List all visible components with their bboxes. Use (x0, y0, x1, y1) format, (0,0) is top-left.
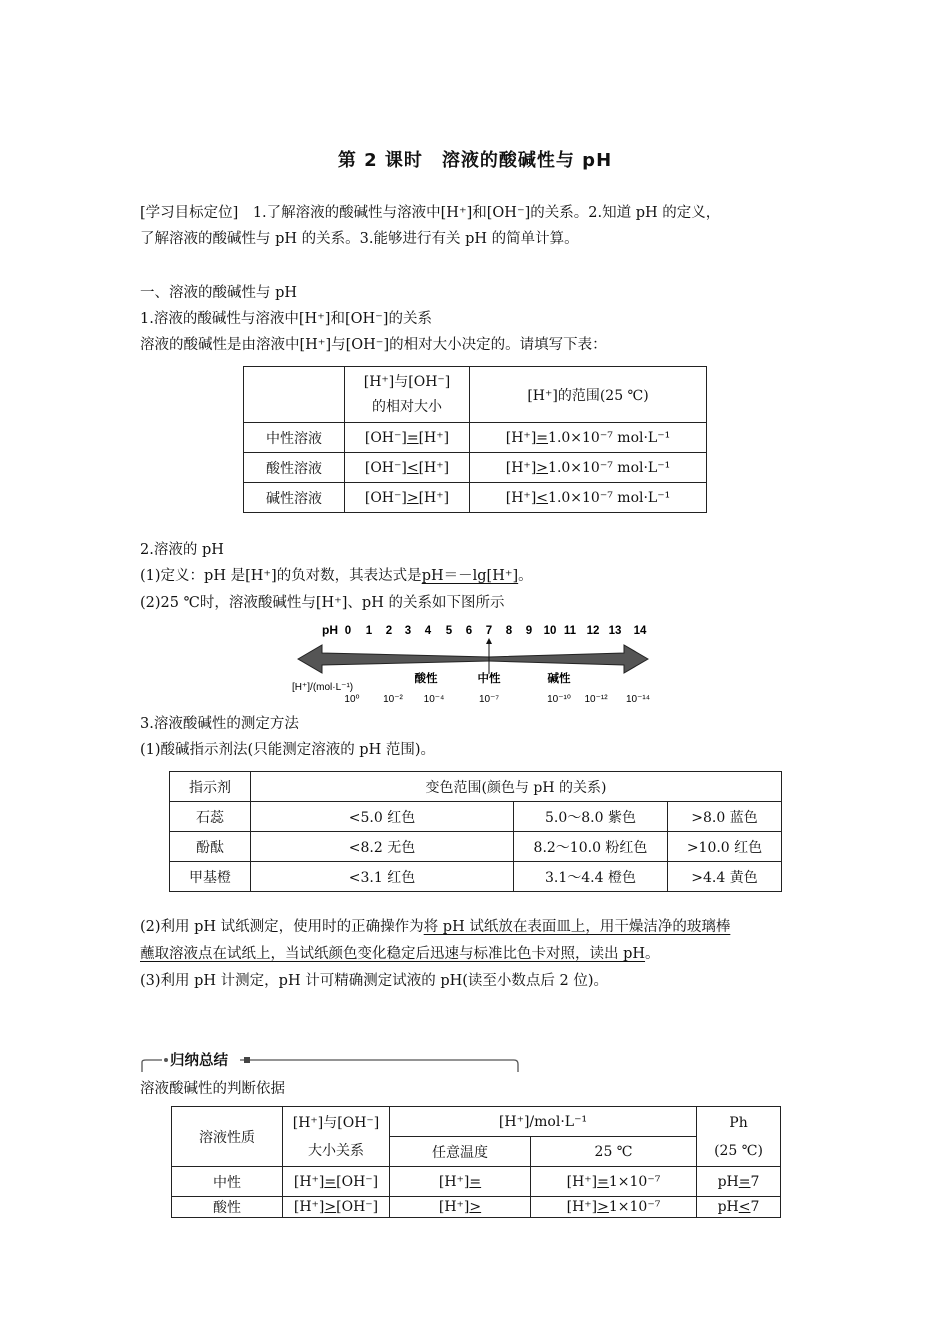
table-row (170, 772, 782, 802)
base-label: 碱性 (547, 673, 571, 685)
summary-badge: 归纳总结 (170, 1053, 228, 1069)
neutral-marker-arrowhead (486, 638, 492, 644)
summary-intro: 溶液酸碱性的判断依据 (140, 1081, 285, 1097)
method-3-text: (3)利用 pH 计测定，pH 计可精确测定试液的 pH(读至小数点后 2 位)。 (140, 973, 609, 989)
h-tick-label: 10⁻¹⁴ (625, 694, 651, 705)
table1-row-range: [H⁺]=1.0×10⁻⁷ mol·L⁻¹ (470, 423, 707, 453)
section-3-heading: 3.溶液酸碱性的测定方法 (140, 716, 299, 732)
ph-tick-label: 10 (543, 625, 557, 637)
table3-row-any-temp: [H⁺]= (390, 1167, 531, 1197)
learning-goals-line-1: [学习目标定位] 1.了解溶液的酸碱性与溶液中[H⁺]和[OH⁻]的关系。2.知道 pH 的定义， (140, 205, 721, 221)
acidity-relation-table (243, 366, 707, 513)
ph-tick-label: 14 (633, 625, 647, 637)
table2-row-name: 酚酞 (170, 832, 251, 862)
table1-header-range: [H⁺]的范围(25 ℃) (470, 367, 707, 423)
table1-row-name: 中性溶液 (244, 423, 345, 453)
table1-header-relation (345, 367, 470, 423)
method-2-answer-part-2: 蘸取溶液点在试纸上，当试纸颜色变化稳定后迅速与标准比色卡对照，读出 pH (140, 946, 646, 962)
table3-header-relation: [H⁺]与[OH⁻] 大小关系 (283, 1107, 390, 1167)
h-axis-label: [H⁺]/(mol·L⁻¹) (292, 682, 354, 693)
table3-header-any-temp: 任意温度 (390, 1137, 531, 1167)
ph-tick-label: 6 (465, 625, 473, 637)
table3-row-25c: [H⁺]=1×10⁻⁷ (531, 1167, 697, 1197)
ph-tick-label: 3 (404, 625, 412, 637)
table-row (170, 832, 782, 862)
table-row (244, 423, 707, 453)
ph-relation-text: (2)25 ℃时，溶液酸碱性与[H⁺]、pH 的关系如下图所示 (140, 595, 505, 611)
table3-row-25c: [H⁺]>1×10⁻⁷ (531, 1197, 697, 1218)
table1-row-range: [H⁺]<1.0×10⁻⁷ mol·L⁻¹ (470, 483, 707, 513)
ph-tick-label: 8 (505, 625, 513, 637)
table3-row-relation: [H⁺]>[OH⁻] (283, 1197, 390, 1218)
ph-tick-label: 9 (525, 625, 533, 637)
neutral-label: 中性 (477, 673, 501, 685)
table2-row-low: <8.2 无色 (251, 832, 514, 862)
table2-row-mid: 5.0～8.0 紫色 (514, 802, 668, 832)
table2-row-name: 甲基橙 (170, 862, 251, 892)
page-title: 第 2 课时 溶液的酸碱性与 pH (337, 150, 613, 171)
h-tick-label: 10⁰ (344, 694, 360, 705)
ph-tick-label: 1 (365, 625, 373, 637)
table1-row-relation: [OH⁻]=[H⁺] (345, 423, 470, 453)
ph-tick-label: 2 (385, 625, 393, 637)
indicator-table (169, 771, 782, 892)
table3-header-ph: Ph (25 ℃) (697, 1107, 781, 1167)
ph-definition: (1)定义：pH 是[H⁺]的负对数，其表达式是pH＝－lg[H⁺]。 (140, 568, 533, 584)
table2-row-high: >4.4 黄色 (668, 862, 782, 892)
ph-tick-label: 4 (424, 625, 432, 637)
ph-formula-answer: pH＝－lg[H⁺] (421, 568, 519, 584)
section-1-intro: 溶液的酸碱性是由溶液中[H⁺]与[OH⁻]的相对大小决定的。请填写下表： (140, 337, 607, 353)
table2-header-range: 变色范围(颜色与 pH 的关系) (251, 772, 782, 802)
base-arrow (489, 645, 648, 673)
table3-header-concentration: [H⁺]/mol·L⁻¹ (390, 1107, 697, 1137)
table2-row-mid: 3.1～4.4 橙色 (514, 862, 668, 892)
acid-arrow (298, 645, 489, 673)
ph-tick-label: 5 (445, 625, 453, 637)
table1-header-relation-2: 的相对大小 (372, 398, 442, 415)
section-1-sub-1: 1.溶液的酸碱性与溶液中[H⁺]和[OH⁻]的关系 (140, 311, 432, 327)
ph-axis-label: pH (322, 623, 338, 637)
h-tick-label: 10⁻¹² (584, 694, 608, 705)
table1-row-range: [H⁺]>1.0×10⁻⁷ mol·L⁻¹ (470, 453, 707, 483)
table2-row-high: >8.0 蓝色 (668, 802, 782, 832)
table-row (170, 802, 782, 832)
table2-row-low: <5.0 红色 (251, 802, 514, 832)
learning-goals-line-2: 了解溶液的酸碱性与 pH 的关系。3.能够进行有关 pH 的简单计算。 (140, 231, 579, 247)
table3-header-25c: 25 ℃ (531, 1137, 697, 1167)
table-row (172, 1167, 781, 1197)
section-1-heading: 一、溶液的酸碱性与 pH (140, 285, 298, 301)
table2-row-mid: 8.2～10.0 粉红色 (514, 832, 668, 862)
table3-row-relation: [H⁺]=[OH⁻] (283, 1167, 390, 1197)
table1-row-name: 酸性溶液 (244, 453, 345, 483)
table3-header-nature: 溶液性质 (172, 1107, 283, 1167)
method-2-line-2: 蘸取溶液点在试纸上，当试纸颜色变化稳定后迅速与标准比色卡对照，读出 pH。 (140, 946, 660, 962)
table1-row-relation: [OH⁻]<[H⁺] (345, 453, 470, 483)
table1-header-relation-1: [H⁺]与[OH⁻] (363, 373, 451, 390)
table2-row-high: >10.0 红色 (668, 832, 782, 862)
table3-row-name: 中性 (172, 1167, 283, 1197)
ph-tick-label: 12 (586, 625, 600, 637)
h-tick-label: 10⁻⁴ (423, 694, 445, 705)
ph-tick-label: 7 (485, 625, 493, 637)
method-1-text: (1)酸碱指示剂法(只能测定溶液的 pH 范围)。 (140, 742, 435, 758)
table1-row-name: 碱性溶液 (244, 483, 345, 513)
table3-row-ph: pH<7 (697, 1197, 781, 1218)
table2-header-indicator: 指示剂 (170, 772, 251, 802)
table-row (244, 453, 707, 483)
table-row (172, 1197, 781, 1218)
acidity-criteria-table (171, 1106, 781, 1218)
h-tick-label: 10⁻⁷ (478, 694, 500, 705)
table1-row-relation: [OH⁻]>[H⁺] (345, 483, 470, 513)
section-2-heading: 2.溶液的 pH (140, 542, 224, 558)
table3-row-name: 酸性 (172, 1197, 283, 1218)
method-2-line-1: (2)利用 pH 试纸测定，使用时的正确操作为将 pH 试纸放在表面皿上，用干燥洁净的玻璃棒 (140, 919, 731, 935)
ph-scale-diagram (280, 618, 670, 710)
method-2-answer-part-1: 将 pH 试纸放在表面皿上，用干燥洁净的玻璃棒 (423, 919, 731, 935)
table-row (244, 483, 707, 513)
acid-label: 酸性 (414, 673, 438, 685)
table3-row-any-temp: [H⁺]> (390, 1197, 531, 1218)
table2-row-low: <3.1 红色 (251, 862, 514, 892)
table3-row-ph: pH=7 (697, 1167, 781, 1197)
table1-corner (244, 367, 345, 423)
ph-tick-label: 11 (563, 625, 577, 637)
ph-tick-label: 0 (344, 625, 352, 637)
h-tick-label: 10⁻² (383, 694, 403, 705)
ph-tick-label: 13 (608, 625, 622, 637)
table-row (170, 862, 782, 892)
table2-row-name: 石蕊 (170, 802, 251, 832)
h-tick-label: 10⁻¹⁰ (547, 694, 571, 705)
